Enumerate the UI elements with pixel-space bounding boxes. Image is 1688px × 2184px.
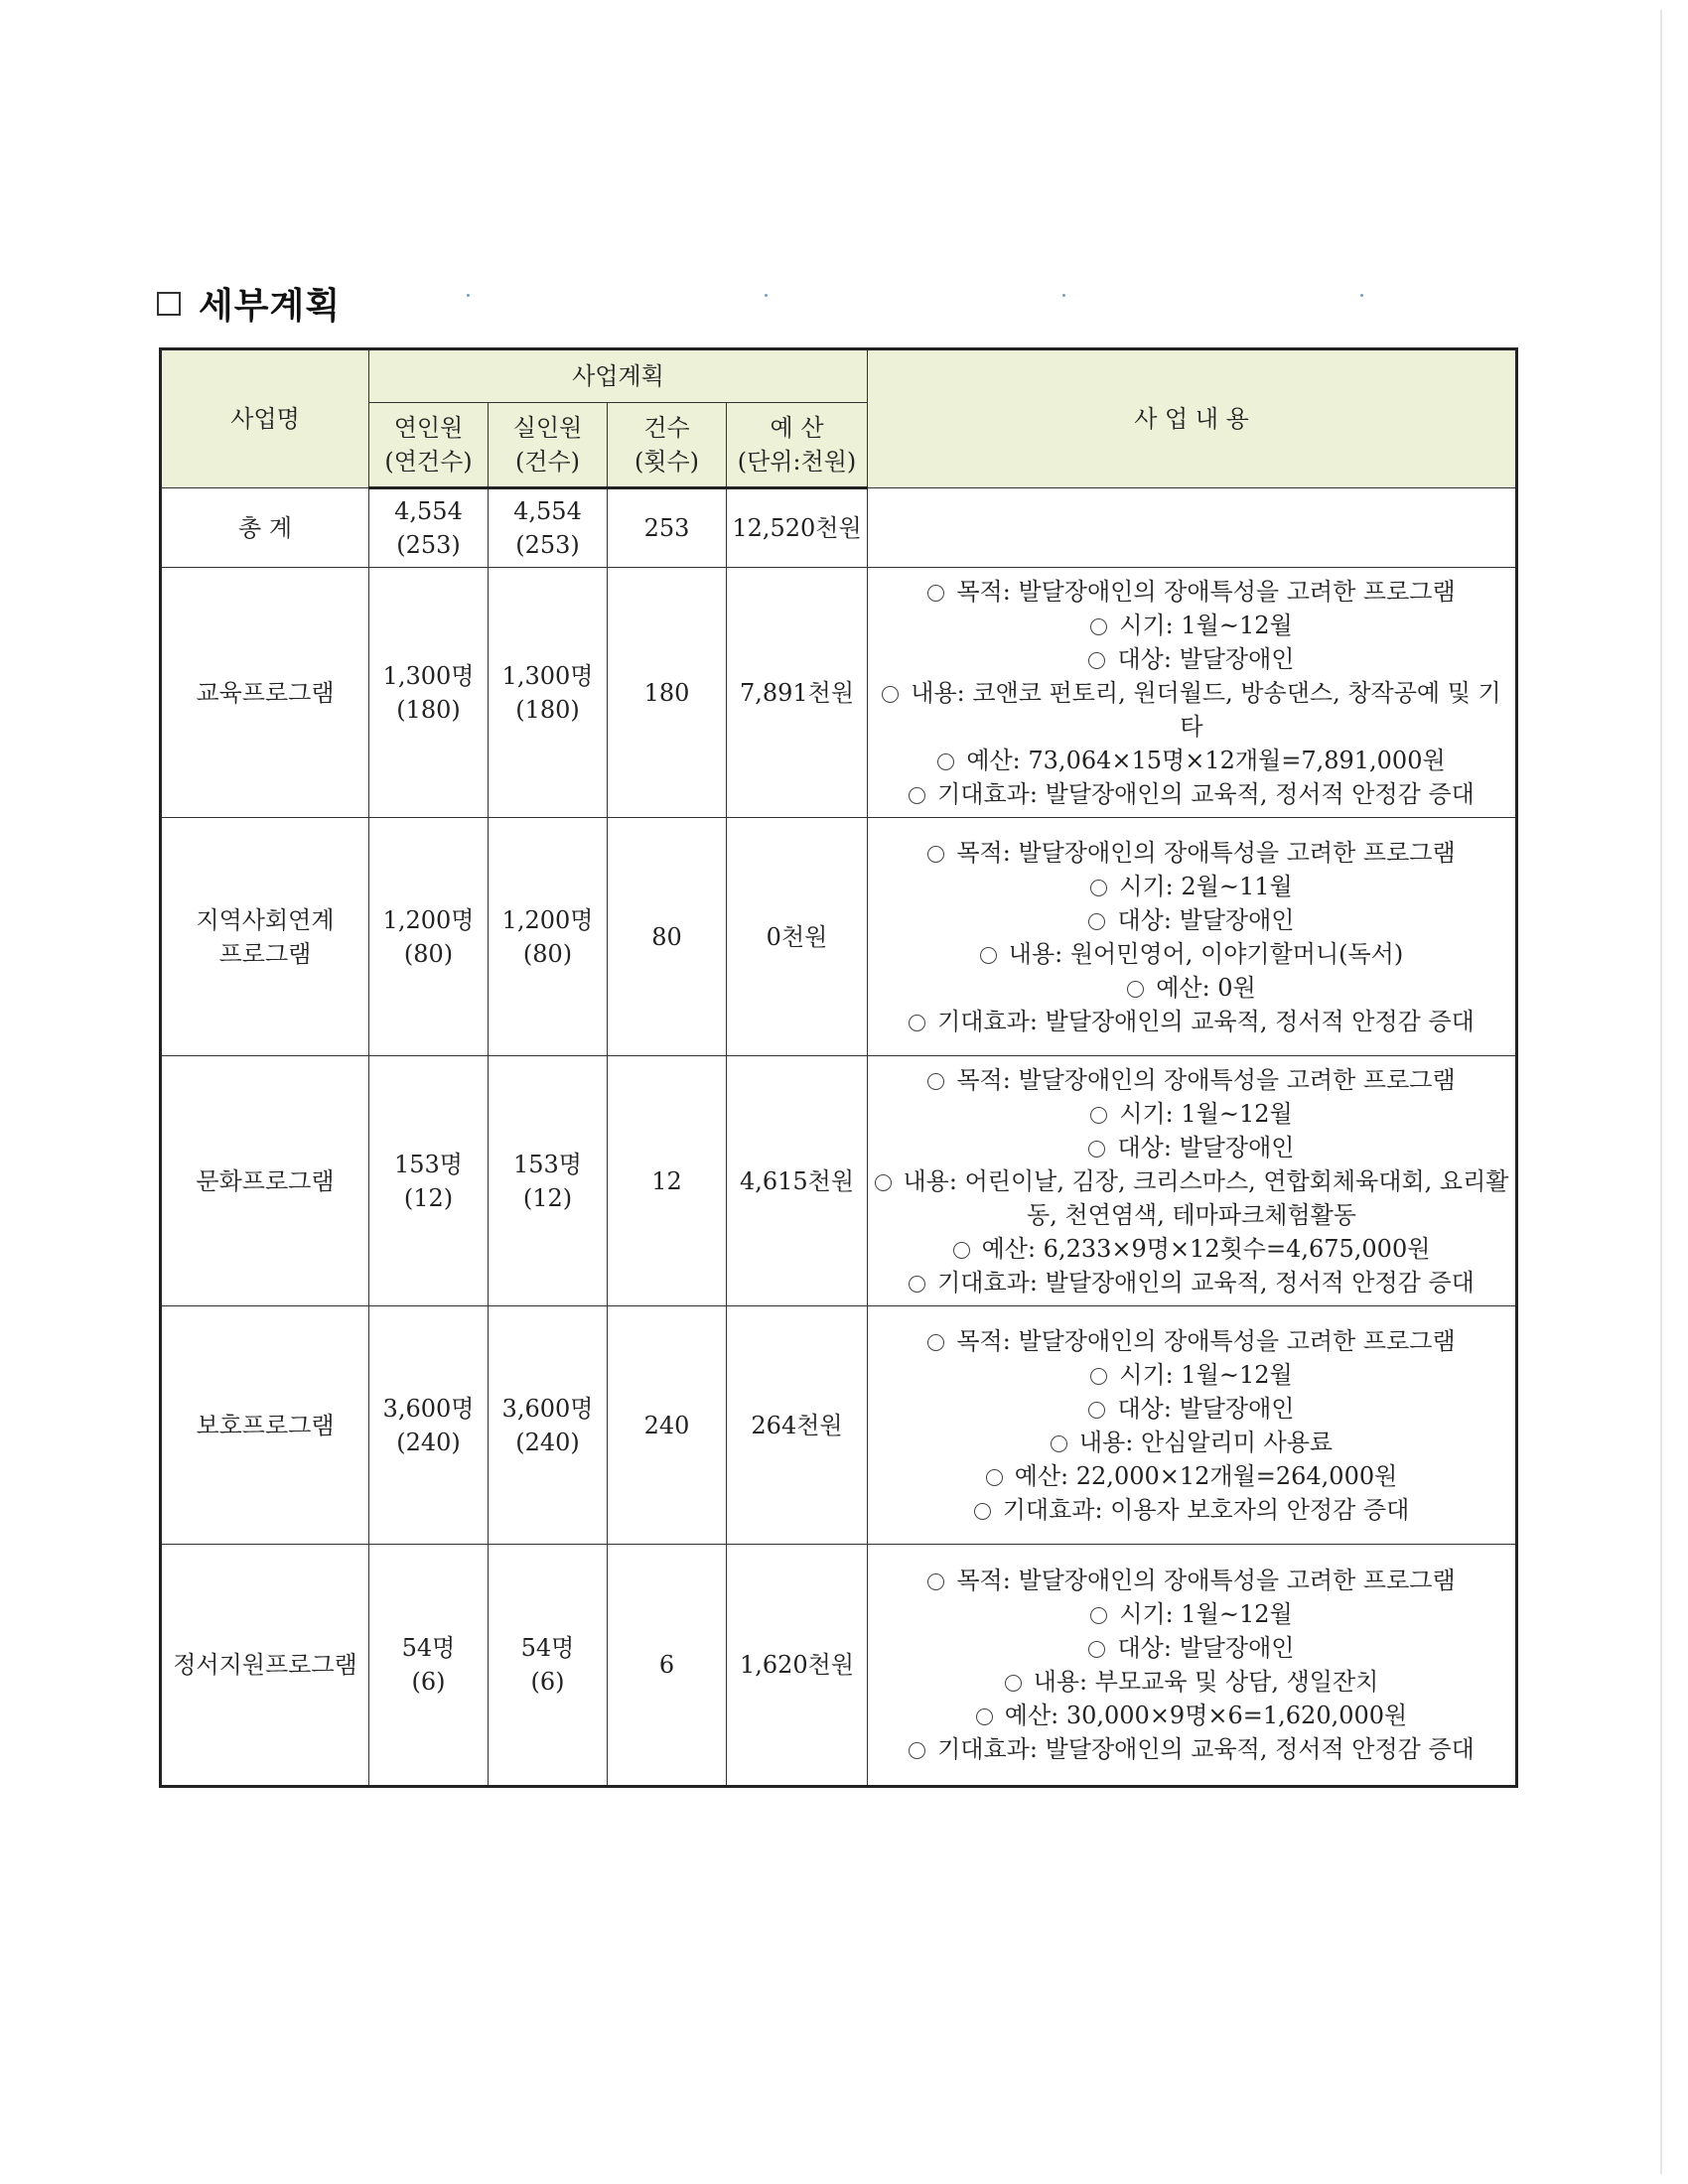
- circle-bullet-icon: [980, 947, 997, 964]
- circle-bullet-icon: [909, 1742, 925, 1759]
- circle-bullet-icon: [1088, 1641, 1105, 1658]
- header-count: 건수 (횟수): [608, 403, 727, 488]
- content-item: 기대효과: 이용자 보호자의 안정감 증대: [872, 1493, 1511, 1527]
- circle-bullet-icon: [882, 686, 899, 703]
- circle-bullet-icon: [1090, 880, 1107, 896]
- checkbox-icon: [157, 292, 181, 316]
- header-yearly-people: 연인원 (연건수): [369, 403, 489, 488]
- circle-bullet-icon: [927, 1073, 944, 1090]
- total-actual: 4,554 (253): [489, 488, 608, 568]
- section-heading: [157, 278, 341, 329]
- table-row: [161, 818, 1517, 1056]
- detail-plan-table: [159, 347, 1518, 1788]
- program-content: [868, 818, 1517, 1056]
- circle-bullet-icon: [1088, 652, 1105, 669]
- circle-bullet-icon: [1090, 1607, 1107, 1624]
- program-content: [868, 1306, 1517, 1545]
- total-budget: 12,520천원: [727, 488, 868, 568]
- actual-people: 153명 (12): [489, 1056, 608, 1306]
- program-name: 지역사회연계 프로그램: [161, 818, 369, 1056]
- content-item: 예산: 0원: [872, 971, 1511, 1005]
- count: 80: [608, 818, 727, 1056]
- content-item: 시기: 1월~12월: [872, 1358, 1511, 1392]
- yearly-people: 1,300명 (180): [369, 568, 489, 818]
- circle-bullet-icon: [1088, 913, 1105, 930]
- yearly-people: 3,600명 (240): [369, 1306, 489, 1545]
- content-item: 내용: 원어민영어, 이야기할머니(독서): [872, 937, 1511, 971]
- budget: 4,615천원: [727, 1056, 868, 1306]
- content-item: 목적: 발달장애인의 장애특성을 고려한 프로그램: [872, 1324, 1511, 1358]
- content-item: 대상: 발달장애인: [872, 1131, 1511, 1164]
- circle-bullet-icon: [974, 1503, 991, 1520]
- content-item: 목적: 발달장애인의 장애특성을 고려한 프로그램: [872, 575, 1511, 609]
- circle-bullet-icon: [927, 846, 944, 863]
- actual-people: 1,300명 (180): [489, 568, 608, 818]
- total-label: 총 계: [161, 488, 369, 568]
- scan-dot: [467, 294, 470, 297]
- circle-bullet-icon: [909, 1015, 925, 1031]
- content-item: 내용: 안심알리미 사용료: [872, 1426, 1511, 1459]
- program-name: 문화프로그램: [161, 1056, 369, 1306]
- circle-bullet-icon: [953, 1242, 970, 1259]
- content-item: 예산: 6,233×9명×12횟수=4,675,000원: [872, 1232, 1511, 1266]
- table-row: [161, 1056, 1517, 1306]
- content-item: 시기: 1월~12월: [872, 1597, 1511, 1631]
- count: 180: [608, 568, 727, 818]
- yearly-people: 54명 (6): [369, 1545, 489, 1787]
- yearly-people: 153명 (12): [369, 1056, 489, 1306]
- circle-bullet-icon: [1088, 1402, 1105, 1419]
- actual-people: 1,200명 (80): [489, 818, 608, 1056]
- scan-dot: [1360, 294, 1363, 297]
- count: 240: [608, 1306, 727, 1545]
- content-item: 목적: 발달장애인의 장애특성을 고려한 프로그램: [872, 836, 1511, 870]
- program-name: 교육프로그램: [161, 568, 369, 818]
- content-item: 기대효과: 발달장애인의 교육적, 정서적 안정감 증대: [872, 1005, 1511, 1038]
- program-name: 보호프로그램: [161, 1306, 369, 1545]
- actual-people: 3,600명 (240): [489, 1306, 608, 1545]
- content-item: 시기: 1월~12월: [872, 609, 1511, 642]
- content-item: 대상: 발달장애인: [872, 1392, 1511, 1426]
- table-row: [161, 568, 1517, 818]
- scan-edge-line: [1660, 10, 1662, 2174]
- content-item: 예산: 22,000×12개월=264,000원: [872, 1459, 1511, 1493]
- content-item: 내용: 코앤코 펀토리, 원더월드, 방송댄스, 창작공예 및 기타: [872, 676, 1511, 744]
- circle-bullet-icon: [1088, 1141, 1105, 1158]
- header-budget: 예 산 (단위:천원): [727, 403, 868, 488]
- scan-dot: [1062, 294, 1065, 297]
- total-yearly: 4,554 (253): [369, 488, 489, 568]
- section-title: 세부계획: [199, 286, 342, 327]
- content-item: 내용: 어린이날, 김장, 크리스마스, 연합회체육대회, 요리활동, 천연염색, 테마파크체험활동: [872, 1164, 1511, 1232]
- header-actual-people: 실인원 (건수): [489, 403, 608, 488]
- circle-bullet-icon: [927, 1334, 944, 1351]
- content-item: 기대효과: 발달장애인의 교육적, 정서적 안정감 증대: [872, 1266, 1511, 1299]
- program-content: [868, 1056, 1517, 1306]
- scan-dot: [765, 294, 768, 297]
- total-content: [868, 488, 1517, 568]
- circle-bullet-icon: [927, 585, 944, 602]
- header-program-name: 사업명: [161, 349, 369, 488]
- count: 6: [608, 1545, 727, 1787]
- budget: 264천원: [727, 1306, 868, 1545]
- header-plan-group: 사업계획: [369, 349, 868, 403]
- content-item: 예산: 73,064×15명×12개월=7,891,000원: [872, 744, 1511, 777]
- content-item: 대상: 발달장애인: [872, 1631, 1511, 1665]
- header-content: 사 업 내 용: [868, 349, 1517, 488]
- budget: 0천원: [727, 818, 868, 1056]
- content-item: 기대효과: 발달장애인의 교육적, 정서적 안정감 증대: [872, 777, 1511, 811]
- circle-bullet-icon: [1005, 1675, 1022, 1692]
- yearly-people: 1,200명 (80): [369, 818, 489, 1056]
- circle-bullet-icon: [1090, 1107, 1107, 1124]
- circle-bullet-icon: [937, 753, 954, 770]
- content-item: 목적: 발달장애인의 장애특성을 고려한 프로그램: [872, 1564, 1511, 1597]
- content-item: 시기: 2월~11월: [872, 870, 1511, 903]
- budget: 1,620천원: [727, 1545, 868, 1787]
- circle-bullet-icon: [1090, 1368, 1107, 1385]
- content-item: 기대효과: 발달장애인의 교육적, 정서적 안정감 증대: [872, 1732, 1511, 1766]
- total-row: [161, 488, 1517, 568]
- content-item: 예산: 30,000×9명×6=1,620,000원: [872, 1699, 1511, 1732]
- content-item: 시기: 1월~12월: [872, 1097, 1511, 1131]
- circle-bullet-icon: [976, 1708, 993, 1725]
- content-item: 대상: 발달장애인: [872, 903, 1511, 937]
- circle-bullet-icon: [927, 1573, 944, 1590]
- circle-bullet-icon: [1090, 618, 1107, 635]
- total-count: 253: [608, 488, 727, 568]
- actual-people: 54명 (6): [489, 1545, 608, 1787]
- content-item: 내용: 부모교육 및 상담, 생일잔치: [872, 1665, 1511, 1699]
- table-row: [161, 1545, 1517, 1787]
- count: 12: [608, 1056, 727, 1306]
- budget: 7,891천원: [727, 568, 868, 818]
- content-item: 대상: 발달장애인: [872, 642, 1511, 676]
- circle-bullet-icon: [1127, 981, 1144, 998]
- circle-bullet-icon: [909, 1276, 925, 1293]
- program-content: [868, 1545, 1517, 1787]
- program-content: [868, 568, 1517, 818]
- table-row: [161, 1306, 1517, 1545]
- program-name: 정서지원프로그램: [161, 1545, 369, 1787]
- content-item: 목적: 발달장애인의 장애특성을 고려한 프로그램: [872, 1063, 1511, 1097]
- circle-bullet-icon: [875, 1174, 892, 1191]
- circle-bullet-icon: [1051, 1435, 1067, 1452]
- circle-bullet-icon: [909, 787, 925, 804]
- circle-bullet-icon: [986, 1469, 1003, 1486]
